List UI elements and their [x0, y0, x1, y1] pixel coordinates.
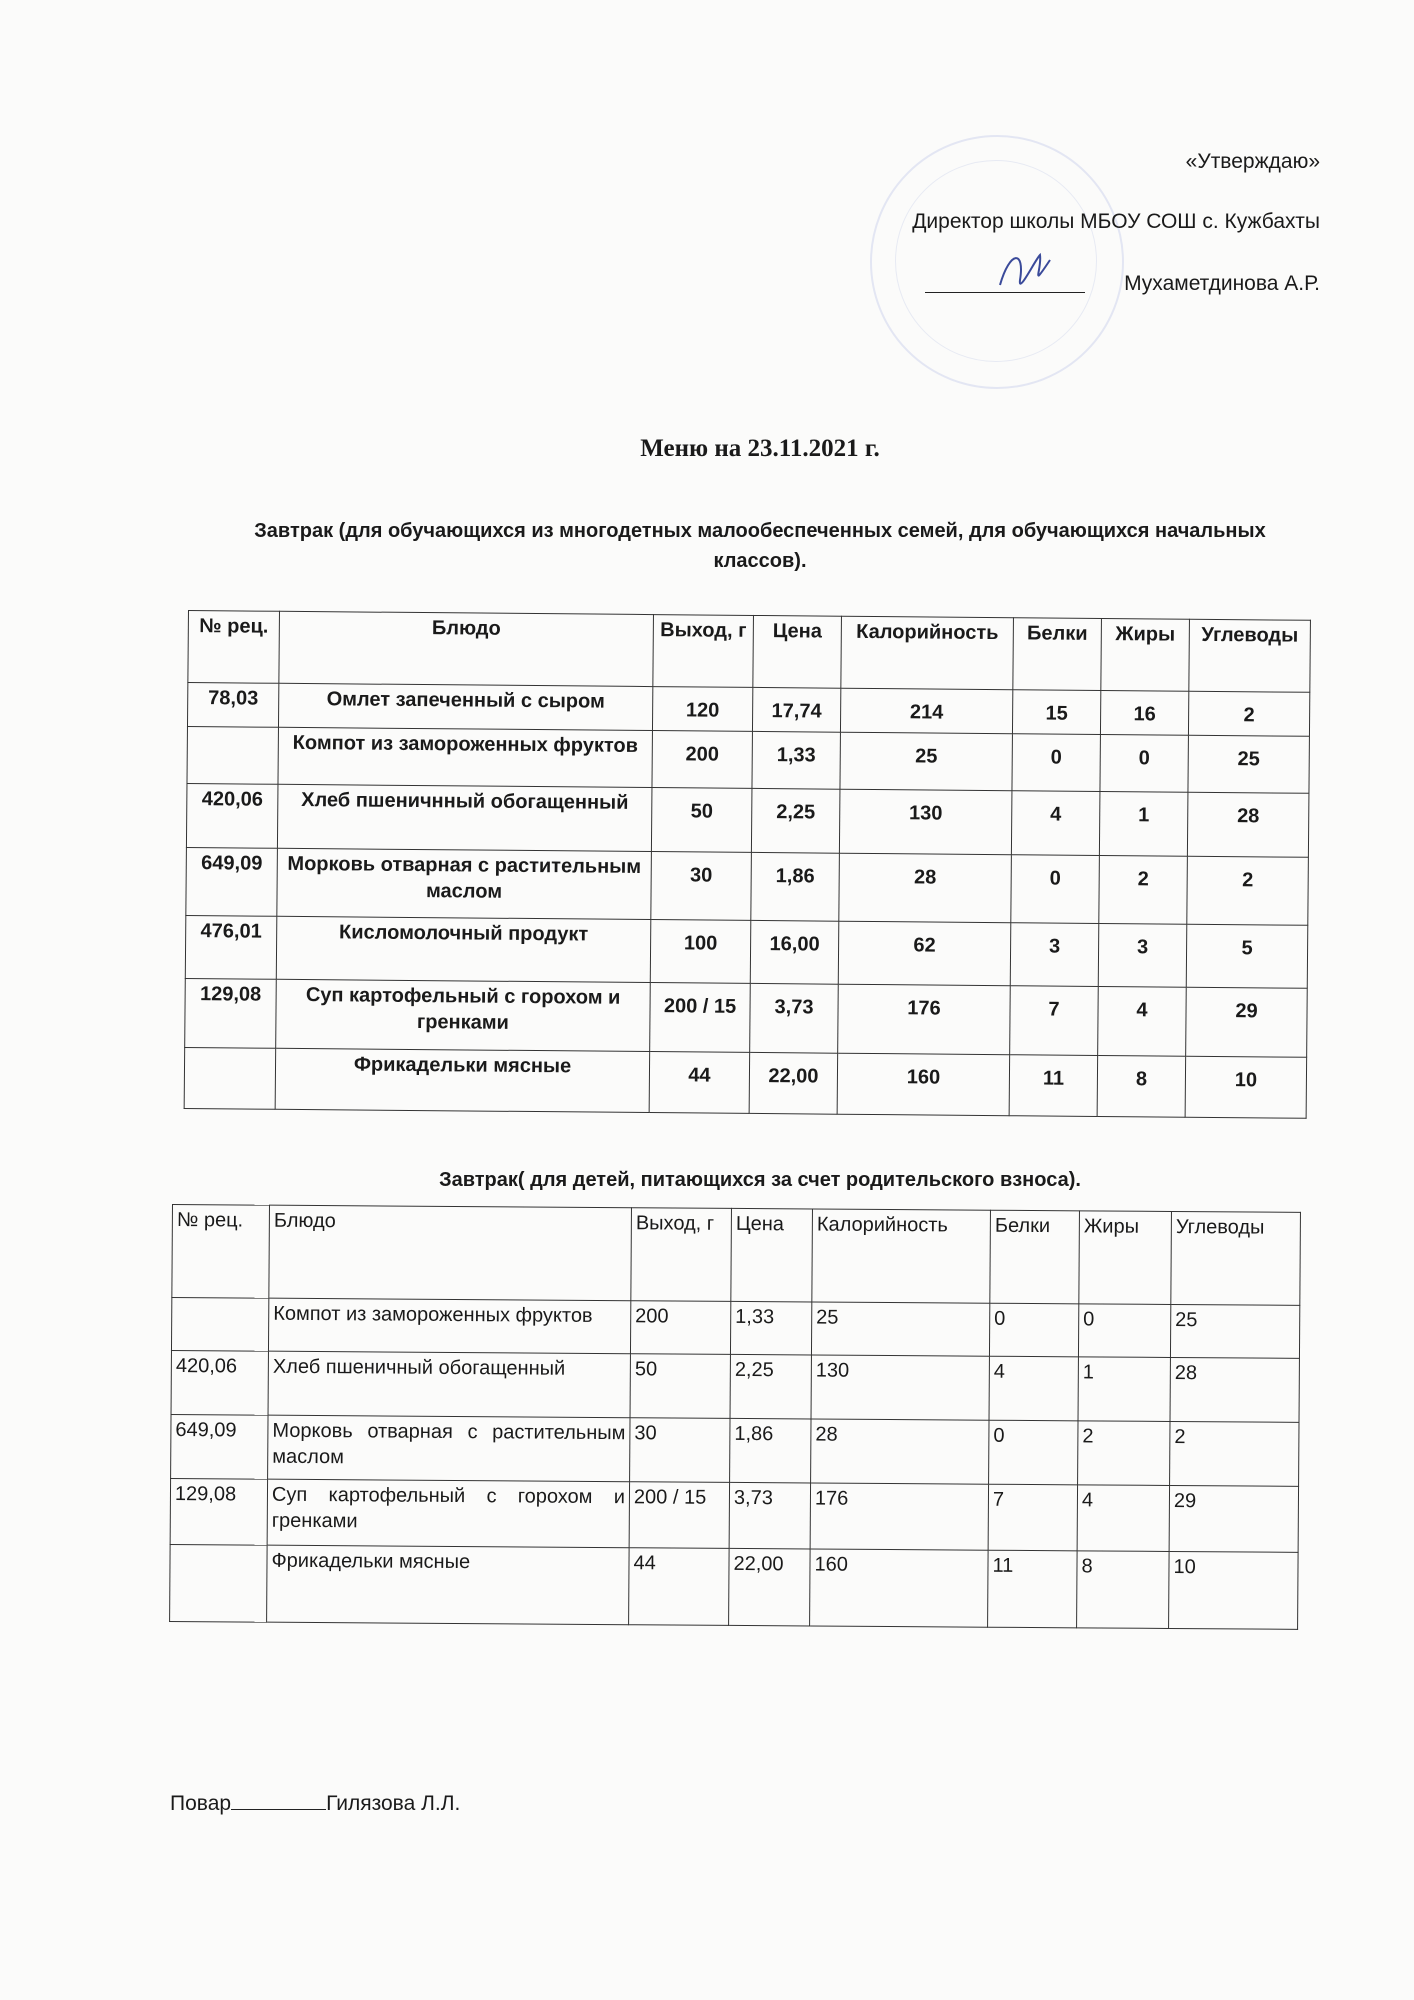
column-header: Блюдо [279, 611, 654, 686]
director-title: Директор школы МБОУ СОШ с. Кужбахты [912, 210, 1320, 233]
recipe-number-cell: 129,08 [185, 978, 277, 1048]
yield-cell: 50 [651, 788, 752, 853]
column-header: Углеводы [1189, 619, 1311, 692]
calories-cell: 130 [839, 789, 1012, 854]
table-row [184, 1047, 1306, 1118]
cook-name: Гилязова Л.Л. [326, 1792, 461, 1815]
recipe-number-cell [171, 1298, 268, 1352]
table-row [186, 783, 1309, 857]
carbs-cell: 10 [1185, 1056, 1307, 1118]
price-cell: 22,00 [749, 1052, 838, 1114]
proteins-cell: 11 [988, 1550, 1078, 1628]
price-cell: 1,86 [730, 1418, 811, 1483]
recipe-number-cell: 649,09 [186, 847, 278, 916]
proteins-cell: 0 [1012, 734, 1100, 792]
yield-cell: 44 [649, 1052, 750, 1114]
carbs-cell: 2 [1188, 691, 1309, 736]
column-header: Белки [990, 1210, 1080, 1304]
proteins-cell: 0 [1011, 855, 1100, 924]
fats-cell: 2 [1078, 1421, 1170, 1486]
proteins-cell: 4 [1011, 791, 1100, 856]
cook-signature-line [231, 1809, 326, 1810]
dish-name-cell: Омлет запеченный с сыром [278, 683, 652, 730]
calories-cell: 62 [838, 921, 1011, 985]
fats-cell: 3 [1098, 923, 1187, 987]
recipe-number-cell: 649,09 [171, 1414, 268, 1479]
carbs-cell: 2 [1170, 1421, 1299, 1486]
dish-name-cell: Кисломолочный продукт [276, 916, 651, 982]
yield-cell: 200 [630, 1301, 730, 1355]
column-header: Калорийность [841, 616, 1014, 689]
column-header: Белки [1013, 618, 1102, 691]
page-title: Меню на 23.11.2021 г. [640, 435, 880, 462]
fats-cell: 0 [1078, 1304, 1170, 1358]
dish-name-cell: Фрикадельки мясные [275, 1048, 650, 1112]
yield-cell: 30 [651, 852, 752, 921]
column-header: № рец. [172, 1205, 270, 1299]
proteins-cell: 7 [988, 1484, 1077, 1551]
table-row [170, 1478, 1298, 1552]
carbs-cell: 28 [1187, 792, 1309, 857]
carbs-cell: 28 [1170, 1357, 1299, 1422]
section1-heading: Завтрак (для обучающихся из многодетных малообеспеченных семей, для обучающихся начальных классов). [254, 520, 1266, 572]
price-cell: 2,25 [730, 1354, 811, 1419]
recipe-number-cell: 420,06 [186, 783, 278, 848]
column-header: Жиры [1079, 1211, 1172, 1305]
yield-cell: 30 [630, 1418, 730, 1483]
carbs-cell: 5 [1186, 924, 1308, 988]
section2-heading: Завтрак( для детей, питающихся за счет родительского взноса). [439, 1169, 1081, 1191]
price-cell: 3,73 [750, 983, 839, 1053]
price-cell: 2,25 [751, 788, 840, 853]
yield-cell: 100 [650, 920, 751, 984]
director-name: Мухаметдинова А.Р. [1124, 272, 1320, 295]
fats-cell: 8 [1077, 1551, 1170, 1629]
price-cell: 1,33 [730, 1301, 811, 1355]
cook-signature [170, 1792, 460, 1816]
dish-name-cell: Компот из замороженных фруктов [278, 727, 652, 787]
dish-name-cell: Компот из замороженных фруктов [268, 1298, 630, 1354]
carbs-cell: 29 [1169, 1485, 1298, 1552]
table-header-row [172, 1205, 1301, 1306]
carbs-cell: 25 [1188, 735, 1309, 793]
yield-cell: 120 [652, 687, 752, 732]
calories-cell: 25 [840, 732, 1012, 790]
dish-name-cell: Морковь отварная с растительным маслом [277, 848, 652, 919]
calories-cell: 176 [810, 1483, 988, 1550]
price-cell: 22,00 [729, 1548, 811, 1626]
recipe-number-cell: 420,06 [171, 1350, 268, 1415]
table-row [185, 915, 1308, 988]
calories-cell: 160 [837, 1053, 1010, 1115]
dish-name-cell: Хлеб пшеничный обогащенный [268, 1351, 630, 1418]
calories-cell: 28 [839, 853, 1012, 922]
menu-table-2 [169, 1204, 1301, 1630]
dish-name-cell: Морковь отварная с растительным маслом [268, 1415, 630, 1482]
column-header: Жиры [1101, 618, 1190, 691]
cook-label: Повар [170, 1792, 232, 1815]
price-cell: 3,73 [729, 1482, 810, 1549]
yield-cell: 44 [629, 1548, 730, 1626]
column-header: Блюдо [269, 1205, 632, 1301]
yield-cell: 200 / 15 [650, 983, 751, 1053]
fats-cell: 4 [1098, 986, 1187, 1056]
proteins-cell: 11 [1009, 1055, 1098, 1117]
price-cell: 1,86 [751, 852, 840, 921]
column-header: Углеводы [1171, 1211, 1301, 1305]
recipe-number-cell [187, 726, 278, 784]
dish-name-cell: Хлеб пшеничнный обогащенный [277, 784, 652, 851]
recipe-number-cell [184, 1047, 276, 1109]
yield-cell: 200 / 15 [629, 1482, 729, 1549]
column-header: Выход, г [631, 1208, 732, 1302]
calories-cell: 160 [810, 1549, 989, 1627]
recipe-number-cell: 78,03 [187, 683, 278, 728]
table-row [185, 978, 1308, 1057]
calories-cell: 28 [811, 1419, 989, 1484]
fats-cell: 1 [1078, 1357, 1170, 1422]
column-header: Выход, г [653, 615, 754, 688]
carbs-cell: 2 [1187, 856, 1309, 925]
fats-cell: 8 [1097, 1055, 1186, 1117]
calories-cell: 130 [811, 1355, 989, 1420]
carbs-cell: 25 [1170, 1304, 1299, 1358]
fats-cell: 16 [1100, 690, 1188, 735]
proteins-cell: 3 [1010, 923, 1099, 987]
dish-name-cell: Суп картофельный с горохом и гренками [267, 1479, 629, 1548]
column-header: № рец. [188, 611, 280, 684]
yield-cell: 200 [652, 731, 752, 789]
price-cell: 17,74 [752, 687, 840, 732]
signature-icon [990, 240, 1060, 300]
calories-cell: 214 [840, 688, 1012, 733]
calories-cell: 25 [811, 1302, 989, 1356]
table-row [171, 1298, 1299, 1359]
table-row [171, 1350, 1299, 1422]
price-cell: 16,00 [750, 920, 839, 984]
calories-cell: 176 [838, 984, 1011, 1054]
column-header: Калорийность [812, 1209, 991, 1303]
column-header: Цена [753, 615, 842, 688]
recipe-number-cell: 476,01 [185, 915, 277, 979]
proteins-cell: 0 [989, 1303, 1078, 1357]
table-row [186, 847, 1309, 925]
proteins-cell: 0 [989, 1420, 1078, 1485]
fats-cell: 2 [1099, 855, 1188, 924]
yield-cell: 50 [630, 1354, 730, 1419]
carbs-cell: 29 [1186, 987, 1308, 1057]
table-row [187, 726, 1309, 793]
column-header: Цена [731, 1208, 813, 1302]
table-header-row [188, 611, 1311, 693]
proteins-cell: 15 [1012, 690, 1100, 735]
recipe-number-cell: 129,08 [170, 1478, 267, 1545]
table-row [170, 1544, 1299, 1629]
fats-cell: 0 [1100, 734, 1188, 792]
fats-cell: 4 [1077, 1485, 1169, 1552]
proteins-cell: 7 [1010, 986, 1099, 1056]
dish-name-cell: Фрикадельки мясные [267, 1545, 630, 1625]
menu-table-1 [184, 610, 1311, 1119]
fats-cell: 1 [1099, 791, 1188, 856]
recipe-number-cell [170, 1544, 268, 1622]
approve-label: «Утверждаю» [1185, 150, 1320, 173]
dish-name-cell: Суп картофельный с горохом и гренками [276, 979, 651, 1051]
price-cell: 1,33 [752, 731, 840, 789]
table-row [171, 1414, 1299, 1486]
proteins-cell: 4 [989, 1356, 1078, 1421]
carbs-cell: 10 [1169, 1551, 1299, 1629]
